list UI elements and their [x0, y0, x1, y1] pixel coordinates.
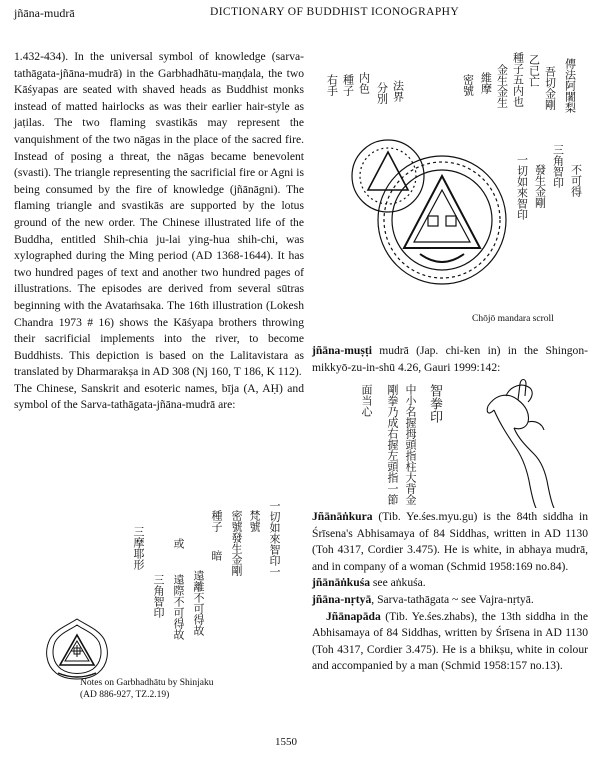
running-head	[14, 6, 590, 22]
svg-text:乙已亡: 乙已亡	[527, 54, 541, 87]
glyph-col-8: 三角智印	[152, 574, 165, 618]
glyph-col-7: 三摩耶形	[132, 526, 145, 570]
entry-jnanapada-text: (Tib. Ye.śes.zhabs), the 13th siddha in the Abhisamaya of 84 Siddhas, written by Śrīsena in AD 1130 (Toh 4317, Cordier 3.475). He is a bhikṣu, white in colour and accompanied by a man (Schmid 1958:157 no.13).	[312, 609, 588, 673]
musti-hand-illustration	[474, 366, 574, 508]
musti-cjk-title: 智拳印	[427, 384, 442, 423]
triangle-seal-illustration	[38, 615, 116, 685]
svg-text:種子: 種子	[341, 74, 355, 96]
svg-text:發生金剛: 發生金剛	[533, 164, 547, 208]
svg-text:種子五内也: 種子五内也	[511, 52, 525, 107]
svg-text:金生金生: 金生金生	[495, 64, 509, 108]
glyph-col-1: 一切如來智印一	[268, 500, 281, 577]
musti-cjk-col3: 面当心	[360, 384, 373, 417]
musti-headword: jñāna-muṣṭi	[312, 344, 372, 357]
entry-jnanankusa-text: see aṅkuśa.	[370, 576, 426, 590]
svg-text:不可得: 不可得	[569, 164, 583, 197]
caption-shinjaku-line1: Notes on Garbhadhātu by Shinjaku	[80, 678, 214, 688]
glyph-col-5: 暗	[210, 550, 223, 561]
glyph-col-2: 梵號	[248, 510, 261, 532]
caption-scroll: Chōjō mandara scroll	[472, 314, 554, 324]
caption-shinjaku	[80, 677, 280, 701]
musti-cjk-col1: 中小名握拇頭指柱大背金	[404, 384, 417, 505]
entry-jnanankura-text: (Tib. Ye.śes.myu.gu) is the 84th siddha in Śrīsena's Abhisamaya of 84 Siddhas, written in AD 1130 (Toh 4317, Cordier 3.475). He is white, in abhaya mudrā, and in company of a woman (Schmid 1958:169 no.84).	[312, 510, 588, 573]
svg-text:法界: 法界	[391, 80, 405, 102]
svg-text:密號: 密號	[461, 74, 475, 96]
svg-text:吾切金剛: 吾切金剛	[543, 66, 557, 110]
entry-jnanankusa	[312, 575, 588, 592]
entry-jnanankusa-head: jñānāṅkuśa	[312, 576, 371, 590]
entry-jnanapada	[312, 609, 588, 675]
page-number: 1550	[275, 736, 297, 748]
header-book-title: DICTIONARY OF BUDDHIST ICONOGRAPHY	[210, 6, 460, 18]
header-entry-word: jñāna-mudrā	[14, 6, 75, 20]
musti-cjk-col2: 剛拳乃成右握左頭指一節	[386, 384, 399, 505]
musti-text: mudrā (Jap. chi-ken in) in the Shingon-mikkyō-zu-in-shū 4.26, Gauri 1999:142:	[312, 344, 588, 374]
entry-jnanankura	[312, 509, 588, 575]
caption-shinjaku-line2: (AD 886-927, TZ.2.19)	[80, 690, 170, 700]
left-paragraph-2: The Chinese, Sanskrit and esoteric names, bīja (A, AḤ) and symbol of the Sarva-tathāgata-jñāna-mudrā are:	[14, 381, 304, 412]
entry-jnanankura-head: Jñānāṅkura	[312, 510, 373, 523]
svg-text:一切如來智印: 一切如來智印	[515, 154, 529, 220]
left-column-text	[14, 49, 304, 414]
svg-text:右手: 右手	[325, 74, 339, 96]
glyph-col-3: 密號發生金剛	[230, 510, 243, 576]
musti-cjk-block	[330, 384, 446, 514]
entry-jnana-nrtya-head: jñāna-nṛtyā	[312, 592, 372, 606]
glyph-col-9: 或	[172, 538, 185, 549]
entry-jnanapada-head: Jñānapāda	[326, 609, 381, 623]
glyph-col-4: 種子	[210, 510, 223, 532]
right-column-entries	[312, 509, 588, 675]
svg-text:三角智印: 三角智印	[551, 144, 565, 188]
glyph-col-6: 遠離不可得故	[192, 570, 205, 636]
glyph-table	[118, 500, 318, 645]
svg-text:分別: 分別	[375, 82, 389, 104]
svg-text:維摩: 維摩	[479, 72, 493, 94]
svg-text:内色: 内色	[357, 72, 371, 94]
svg-text:傳法阿闍梨: 傳法阿闍梨	[563, 58, 577, 113]
entry-jnana-nrtya	[312, 592, 588, 609]
mandara-scroll-illustration	[322, 44, 590, 310]
glyph-col-10: 遠際不可得故	[172, 574, 185, 640]
entry-jnana-nrtya-text: , Sarva-tathāgata ~ see Vajra-nṛtyā.	[371, 592, 534, 606]
left-paragraph-1: 1.432-434). In the universal symbol of knowledge (sarva-tathāgata-jñāna-mudrā) in the Garbhadhātu-maṇḍala, the two Kāśyapas are seated with shaved heads as Buddhist monks instead of matted hairlocks as was their earlier hair-style as jaṭilas. The two flaming svastikās may represent the vanquishment of the two nāgas in the place of the sacred fire. Instead of posing a threat, the nāgas became benevolent (svasti). The triangle representing the sacrificial fire or Agni is being consumed by the fire of knowledge (jñānāgni). The flaming triangle and svastikās are supported by the lotus ground of the new order. The Chinese illustrated life of the Buddha, entitled Shih-chia ju-lai ying-hua shih-chi, was xylographed during the Ming period (AD 1368-1644). It has two hundred pages of text and another two hundred pages of illustrations. The episodes are derived from several sūtras beginning with the Avataṁsaka. The 16th illustration (Lokesh Chandra 1973 # 16) shows the Kāśyapa brothers throwing their sacrificial implements into the river, to become Buddhists. This depiction is based on the Lalitavistara as translated by Dharmarakṣa in AD 308 (Nj 160, T 186, K 112).	[14, 50, 304, 379]
